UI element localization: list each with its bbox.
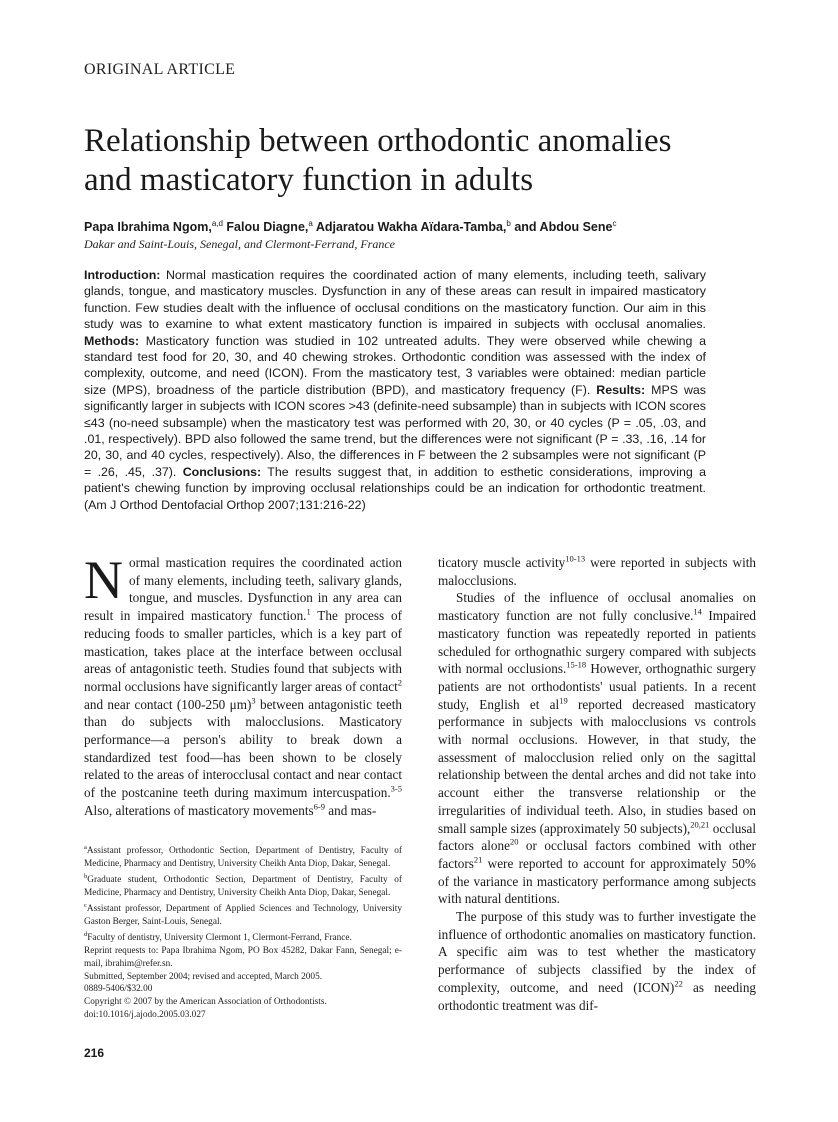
footnote-mark: b [84,872,88,880]
submission-dates: Submitted, September 2004; revised and accepted, March 2005. [84,971,323,982]
author-name: Papa Ibrahima Ngom, [84,220,212,235]
issn-price: 0889-5406/$32.00 [84,984,153,995]
reference-link[interactable]: 22 [674,978,683,989]
body-text: ormal mastication requires the coordinated action of many elements, including teeth, salivary glands, tongue, and muscles. Dysfunction in any area can result in impaired masticatory function. [84,555,402,624]
body-text: The purpose of this study was to further investigate the influence of orthodontic anomalies on masticatory function. A specific aim was to test whether the masticatory performance of subjects classified by the index of complexity, outcome, and need (ICON) [438,909,756,995]
body-text: Also, alterations of masticatory movements [84,802,314,818]
reference-link[interactable]: 3 [251,695,256,706]
reference-link[interactable]: 10-13 [565,553,586,564]
body-column-right [438,554,756,1014]
body-paragraph [438,554,756,589]
body-column-left [84,550,402,820]
footnote-text: Faculty of dentistry, University Clermont 1, Clermont-Ferrand, France. [87,932,352,943]
author-list [84,219,784,234]
page-number: 216 [84,1046,105,1060]
drop-cap: N [84,550,123,610]
footnotes [84,842,402,1022]
doi-link[interactable]: doi:10.1016/j.ajodo.2005.03.027 [84,1010,206,1021]
reference-link[interactable]: 3-5 [390,783,402,794]
abstract [84,267,706,513]
reference-link[interactable]: 20 [509,836,519,847]
author-affiliation-mark: a [308,219,313,228]
reference-link[interactable]: 20,21 [690,819,710,830]
author-affiliation-mark: b [506,219,511,228]
body-text: Impaired masticatory function was repeatedly reported in patients scheduled for orthognathic surgery compared with subjects with normal occlusions. [438,608,756,677]
abstract-conclusions-label: Conclusions: [182,464,262,479]
footnote-affiliation-b [84,871,402,900]
author-affiliation-mark: c [612,219,617,228]
article-title [84,122,764,200]
body-text: as needing orthodontic treatment was dif- [438,979,757,1013]
abstract-introduction-label: Introduction: [84,268,161,282]
abstract-results-text: MPS was significantly larger in subjects with ICON scores >43 (definite-need subsample) than in subjects with ICON scores ≤43 (no-need subsample) when the masticatory test was performed with 20, 30, or 40 cycles (P = .05, .03, and .01, respectively). BPD also followed the same trend, but the differences were not significant (P = .33, .16, .14 for 20, 30, and 40 cycles, respectively). Also, the differences in F between the 2 subsamples were not significant (P = .26, .45, .37). [84,382,706,479]
title-line-1: Relationship between orthodontic anomalies [84,123,672,159]
abstract-results-label: Results: [596,382,646,397]
body-text: The process of reducing foods to smaller particles, which is a key part of mastication, takes place at the interface between occlusal areas of antagonistic teeth. Studies found that subjects with normal occlusions have significantly larger areas of contact [84,608,402,694]
body-text: Studies of the influence of occlusal anomalies on masticatory function are not fully conclusive. [438,590,756,624]
reference-link[interactable]: 1 [306,606,311,617]
reference-link[interactable]: 2 [397,677,402,688]
author-name: Adjaratou Wakha Aïdara-Tamba, [312,220,507,235]
body-text: or occlusal factors combined with other factors [438,838,756,871]
footnote-mark: a [84,844,87,851]
footnote-affiliation-d [84,929,402,945]
body-paragraph [438,589,756,908]
footnote-mark: d [84,930,88,938]
reference-link[interactable]: 19 [559,695,568,706]
body-text: between antagonistic teeth than do subjects with malocclusions. Masticatory performance—a person's ability to break down a standardized test food—has been shown to be closely related to the areas of interocclusal contact and near contact of the postcanine teeth during maximum intercuspation. [84,696,402,801]
reference-link[interactable]: 21 [473,854,483,865]
footnote-text: Graduate student, Orthodontic Section, Department of Dentistry, Faculty of Medicine, Pharmacy and Dentistry, University Cheikh Anta Diop, Dakar, Senegal. [84,875,402,898]
author-locations: Dakar and Saint-Louis, Senegal, and Clermont-Ferrand, France [84,237,395,251]
body-text: and mas- [324,802,377,818]
reference-link[interactable]: 15-18 [566,659,587,670]
abstract-introduction-text: Normal mastication requires the coordinated action of many elements, including teeth, salivary glands, tongue, and masticatory muscles. Dysfunction in any of these areas can result in impaired masticatory function. Few studies dealt with the influence of occlusal conditions on the masticatory function. Our aim in this study was to examine to what extent masticatory function is impaired in subjects with occlusal anomalies. [84,268,706,332]
abstract-conclusions-text: The results suggest that, in addition to esthetic considerations, improving a patient's chewing function by improving occlusal relationships could be an indication for orthodontic treatment. (Am J Orthod Dentofacial Orthop 2007;131:216-22) [84,464,706,512]
body-paragraph [84,550,402,820]
body-text: were reported in subjects with malocclusions. [438,555,756,588]
reprint-requests: Reprint requests to: Papa Ibrahima Ngom, PO Box 45282, Dakar Fann, Senegal; e-mail, ibrahim@refer.sn. [84,945,402,969]
copyright-notice: Copyright © 2007 by the American Association of Orthodontists. [84,997,327,1008]
body-text: reported decreased masticatory performance in subjects with malocclusions vs controls with normal occlusions. However, in that study, the assessment of malocclusion relied only on the sagittal relationship between the dental arches and did not take into account either the transverse relationship or the irregularities of individual teeth. Also, in studies based on small sample sizes (approximately 50 subjects), [438,696,756,836]
abstract-methods-label: Methods: [84,333,140,348]
footnote-text: Assistant professor, Department of Applied Sciences and Technology, University Gaston Berger, Saint-Louis, Senegal. [84,903,402,927]
author-name: and Abdou Sene [510,220,613,235]
reference-link[interactable]: 6-9 [313,801,325,812]
footnote-affiliation-c [84,900,402,929]
body-text: occlusal factors alone [438,820,756,854]
abstract-methods-text: Masticatory function was studied in 102 untreated adults. They were observed while chewing a standard test food for 20, 30, and 40 chewing strokes. Orthodontic condition was assessed with the index of complexity, outcome, and need (ICON). From the masticatory test, 3 variables were obtained: median particle size (MPS), broadness of the particle distribution (BPD), and masticatory frequency (F). [84,333,706,397]
body-text: were reported to account for approximately 50% of the variance in masticatory performance among subjects with natural dentitions. [438,855,756,907]
body-text: However, orthognathic surgery patients are not orthodontists' usual patients. In a recent study, English et al [438,661,756,712]
body-paragraph [438,908,756,1014]
body-text: ticatory muscle activity [438,555,566,570]
section-label: ORIGINAL ARTICLE [84,61,236,78]
footnote-text: Assistant professor, Orthodontic Section, Department of Dentistry, Faculty of Medicine, Pharmacy and Dentistry, University Cheikh Anta Diop, Dakar, Senegal. [84,846,402,869]
title-line-2: and masticatory function in adults [84,162,534,198]
reference-link[interactable]: 14 [693,606,702,617]
body-text: and near contact (100-250 μm) [84,696,252,712]
footnote-mark: c [84,901,87,909]
footnote-affiliation-a [84,842,402,871]
author-affiliation-mark: a,d [211,219,223,228]
author-name: Falou Diagne, [222,220,309,235]
